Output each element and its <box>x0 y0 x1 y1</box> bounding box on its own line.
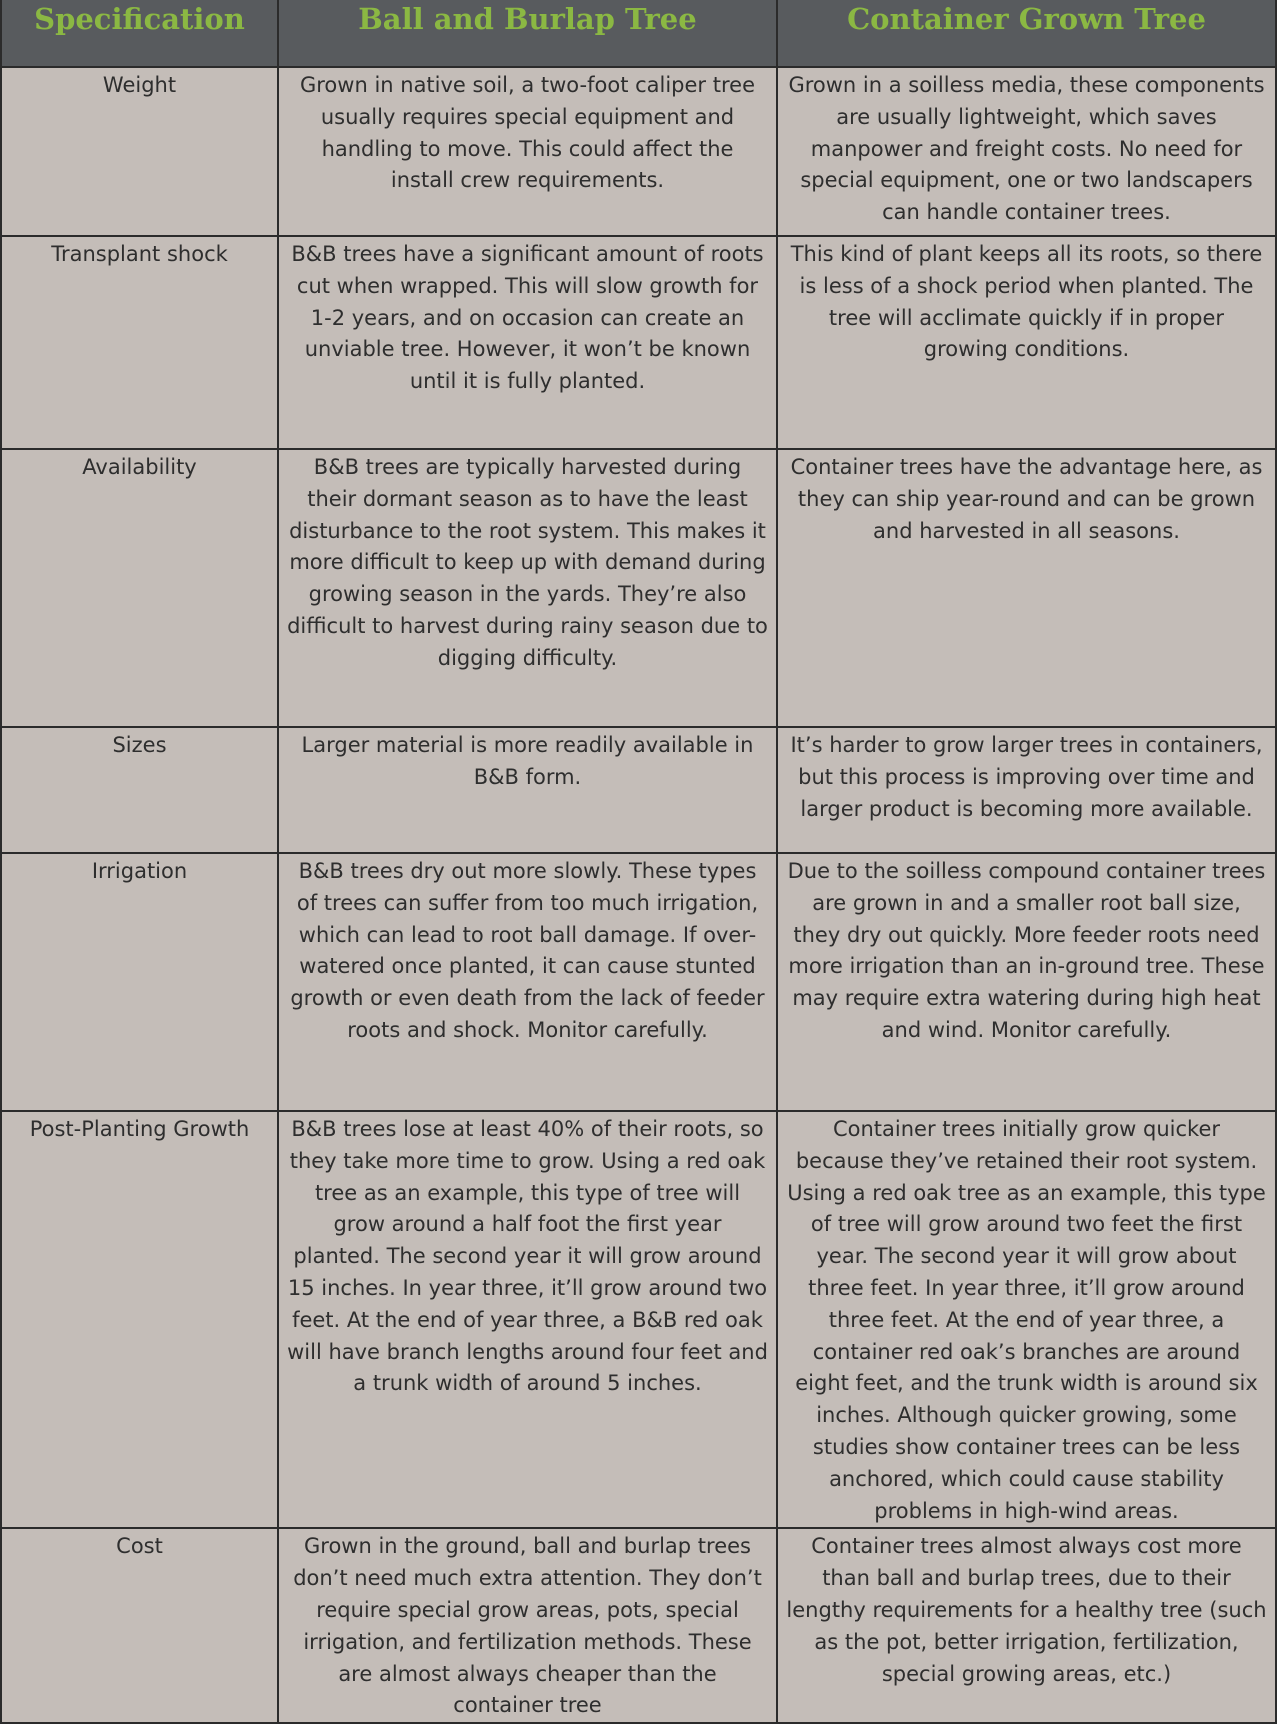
spec-name: Irrigation <box>1 853 278 1111</box>
header-container-grown: Container Grown Tree <box>777 0 1276 67</box>
table-row <box>1 67 1276 236</box>
header-ball-and-burlap: Ball and Burlap Tree <box>278 0 777 67</box>
bb-cell: B&B trees lose at least 40% of their roots, so they take more time to grow. Using a red oak tree as an example, this type of tree will grow around a half foot the first year planted. The second year it will grow around 15 inches. In year three, it’ll grow around two feet. At the end of year three, a B&B red oak will have branch lengths around four feet and a trunk width of around 5 inches. <box>278 1111 777 1528</box>
table-body <box>1 67 1276 1723</box>
table-row <box>1 1111 1276 1528</box>
spec-name: Sizes <box>1 727 278 853</box>
header-specification: Specification <box>1 0 278 67</box>
spec-name: Weight <box>1 67 278 236</box>
container-cell: Grown in a soilless media, these components are usually lightweight, which saves manpower and freight costs. No need for special equipment, one or two landscapers can handle container trees. <box>777 67 1276 236</box>
bb-cell: Grown in the ground, ball and burlap trees don’t need much extra attention. They don’t require special grow areas, pots, special irrigation, and fertilization methods. These are almost always cheaper than the container tree <box>278 1528 777 1723</box>
container-cell: Due to the soilless compound container trees are grown in and a smaller root ball size, they dry out quickly. More feeder roots need more irrigation than an in-ground tree. These may require extra watering during high heat and wind. Monitor carefully. <box>777 853 1276 1111</box>
spec-name: Post-Planting Growth <box>1 1111 278 1528</box>
bb-cell: B&B trees are typically harvested during their dormant season as to have the least disturbance to the root system. This makes it more difficult to keep up with demand during growing season in the yards. They’re also difficult to harvest during rainy season due to digging difficulty. <box>278 449 777 727</box>
table-row <box>1 236 1276 449</box>
spec-name: Transplant shock <box>1 236 278 449</box>
spec-name: Cost <box>1 1528 278 1723</box>
spec-name: Availability <box>1 449 278 727</box>
container-cell: Container trees have the advantage here, as they can ship year-round and can be grown and harvested in all seasons. <box>777 449 1276 727</box>
bb-cell: Grown in native soil, a two-foot caliper tree usually requires special equipment and handling to move. This could affect the install crew requirements. <box>278 67 777 236</box>
bb-cell: B&B trees have a significant amount of roots cut when wrapped. This will slow growth for 1-2 years, and on occasion can create an unviable tree. However, it won’t be known until it is fully planted. <box>278 236 777 449</box>
table-header <box>1 0 1276 67</box>
bb-cell: Larger material is more readily available in B&B form. <box>278 727 777 853</box>
table-row <box>1 449 1276 727</box>
container-cell: This kind of plant keeps all its roots, so there is less of a shock period when planted. The tree will acclimate quickly if in proper growing conditions. <box>777 236 1276 449</box>
header-row <box>1 0 1276 67</box>
container-cell: Container trees initially grow quicker because they’ve retained their root system. Using a red oak tree as an example, this type of tree will grow around two feet the first year. The second year it will grow about three feet. In year three, it’ll grow around three feet. At the end of year three, a container red oak’s branches are around eight feet, and the trunk width is around six inches. Although quicker growing, some studies show container trees can be less anchored, which could cause stability problems in high-wind areas. <box>777 1111 1276 1528</box>
container-cell: It’s harder to grow larger trees in containers, but this process is improving over time and larger product is becoming more available. <box>777 727 1276 853</box>
table-row <box>1 853 1276 1111</box>
bb-cell: B&B trees dry out more slowly. These types of trees can suffer from too much irrigation, which can lead to root ball damage. If over-watered once planted, it can cause stunted growth or even death from the lack of feeder roots and shock. Monitor carefully. <box>278 853 777 1111</box>
table-row <box>1 727 1276 853</box>
container-cell: Container trees almost always cost more than ball and burlap trees, due to their lengthy requirements for a healthy tree (such as the pot, better irrigation, fertilization, special growing areas, etc.) <box>777 1528 1276 1723</box>
table-row <box>1 1528 1276 1723</box>
